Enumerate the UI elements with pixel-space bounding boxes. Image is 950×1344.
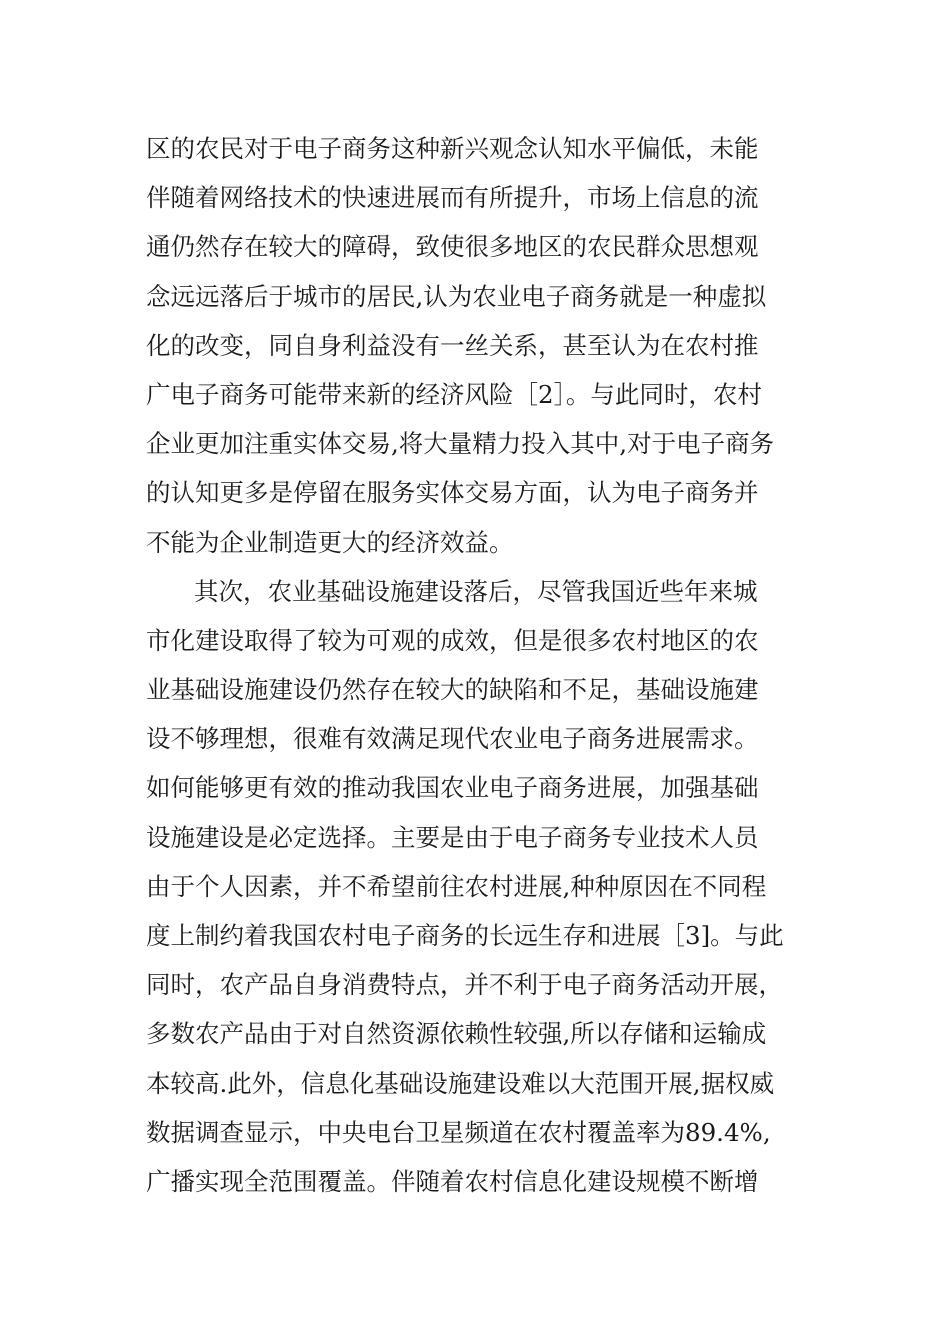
text-line: 化的改变，同自身利益没有一丝关系，甚至认为在农村推 [146, 330, 759, 360]
text-line: 设不够理想，很难有效满足现代农业电子商务进展需求。 [146, 724, 759, 754]
text-line: 数据调查显示，中央电台卫星频道在农村覆盖率为89.4%, [146, 1117, 771, 1147]
text-line: 如何能够更有效的推动我国农业电子商务进展，加强基础 [146, 773, 759, 803]
text-line: 广电子商务可能带来新的经济风险［2］。与此同时，农村 [146, 379, 762, 409]
text-line: 由于个人因素，并不希望前往农村进展,种种原因在不同程 [146, 871, 767, 901]
text-line: 多数农产品由于对自然资源依赖性较强,所以存储和运输成 [146, 1019, 767, 1049]
paragraph-1 [146, 124, 811, 567]
text-line: 伴随着网络技术的快速进展而有所提升，市场上信息的流 [146, 183, 759, 213]
text-line: 业基础设施建设仍然存在较大的缺陷和不足，基础设施建 [146, 675, 759, 705]
text-line: 市化建设取得了较为可观的成效，但是很多农村地区的农 [146, 625, 759, 655]
text-line: 本较高.此外，信息化基础设施建设难以大范围开展,据权威 [146, 1068, 775, 1098]
text-line: 其次，农业基础设施建设落后，尽管我国近些年来城 [194, 576, 758, 606]
text-line: 的认知更多是停留在服务实体交易方面，认为电子商务并 [146, 478, 759, 508]
text-line: 念远远落后于城市的居民,认为农业电子商务就是一种虚拟 [146, 281, 767, 311]
text-line: 企业更加注重实体交易,将大量精力投入其中,对于电子商务 [146, 429, 775, 459]
text-line: 广播实现全范围覆盖。伴随着农村信息化建设规模不断增 [146, 1166, 759, 1196]
text-line: 设施建设是必定选择。主要是由于电子商务专业技术人员 [146, 822, 759, 852]
text-line: 区的农民对于电子商务这种新兴观念认知水平偏低，未能 [146, 134, 759, 163]
text-line: 通仍然存在较大的障碍，致使很多地区的农民群众思想观 [146, 232, 759, 262]
text-line: 度上制约着我国农村电子商务的长远生存和进展［3]。与此 [146, 921, 784, 950]
paragraph-2 [146, 567, 811, 1206]
text-line: 同时，农产品自身消费特点，并不利于电子商务活动开展， [146, 970, 783, 1000]
text-line: 不能为企业制造更大的经济效益。 [146, 527, 514, 557]
body-text [146, 124, 811, 1206]
